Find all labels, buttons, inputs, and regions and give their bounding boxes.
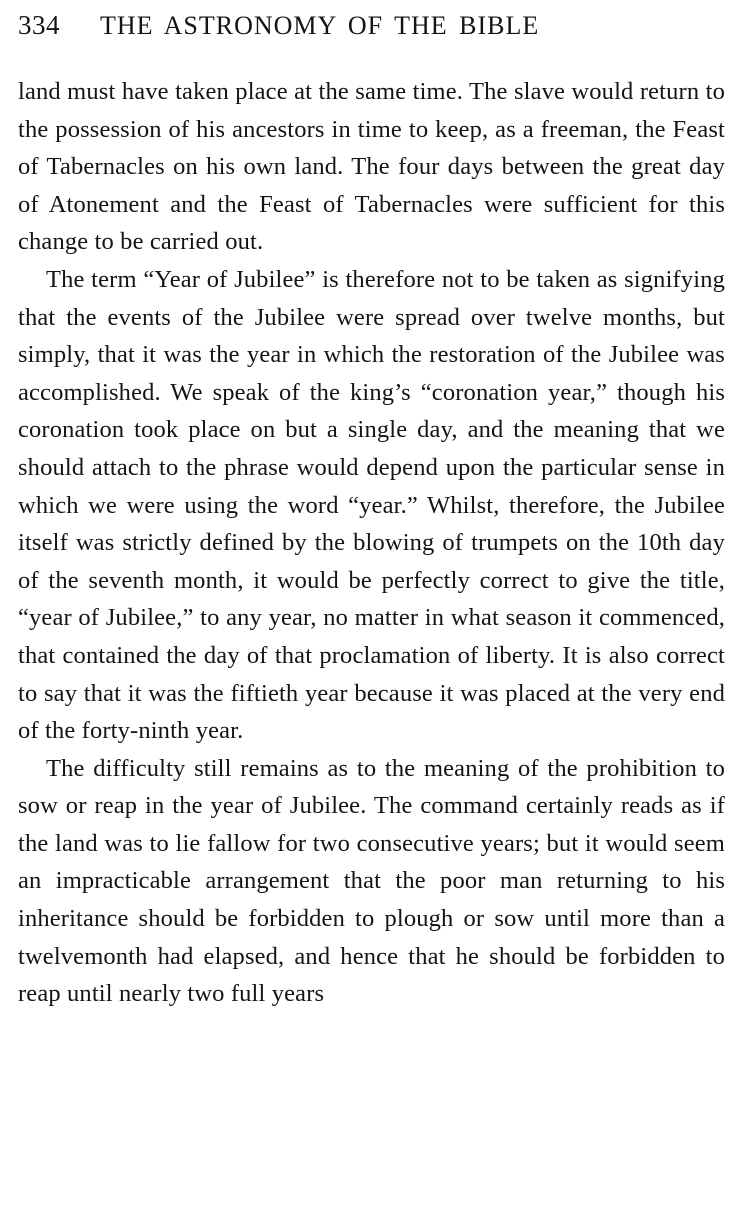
running-title: THE ASTRONOMY OF THE BIBLE (100, 11, 540, 40)
page-number: 334 (18, 10, 60, 40)
book-page (18, 10, 725, 1013)
page-header (18, 10, 725, 44)
paragraph-1: land must have taken place at the same time. The slave would return to the possession of his ancestors in time to keep, as a freeman, the Feast of Tabernacles on his own land. The four days between the great day of Atonement and the Feast of Tabernacles were sufficient for this change to be carried out. (18, 78, 725, 256)
paragraph-3: The difficulty still remains as to the meaning of the prohibition to sow or reap in the year of Jubilee. The command certainly reads as if the land was to lie fallow for two consecutive years; but it would seem an impracticable arrangement that the poor man returning to his inheritance should be forbidden to plough or sow until more than a twelvemonth had elapsed, and hence that he should be forbidden to reap until nearly two full years (18, 754, 725, 1008)
paragraph-2: The term “Year of Jubilee” is therefore not to be taken as signifying that the events of the Jubilee were spread over twelve months, but simply, that it was the year in which the restoration of the Jubilee was accomplished. We speak of the king’s “coronation year,” though his coronation took place on but a single day, and the meaning that we should attach to the phrase would depend upon the particular sense in which we were using the word “year.” Whilst, therefore, the Jubilee itself was strictly defined by the blowing of trumpets on the 10th day of the seventh month, it would be perfectly correct to give the title, “year of Jubilee,” to any year, no matter in what season it commenced, that contained the day of that proclamation of liberty. It is also correct to say that it was the fiftieth year because it was placed at the very end of the forty-ninth year. (18, 265, 725, 745)
page-body (18, 73, 725, 1013)
